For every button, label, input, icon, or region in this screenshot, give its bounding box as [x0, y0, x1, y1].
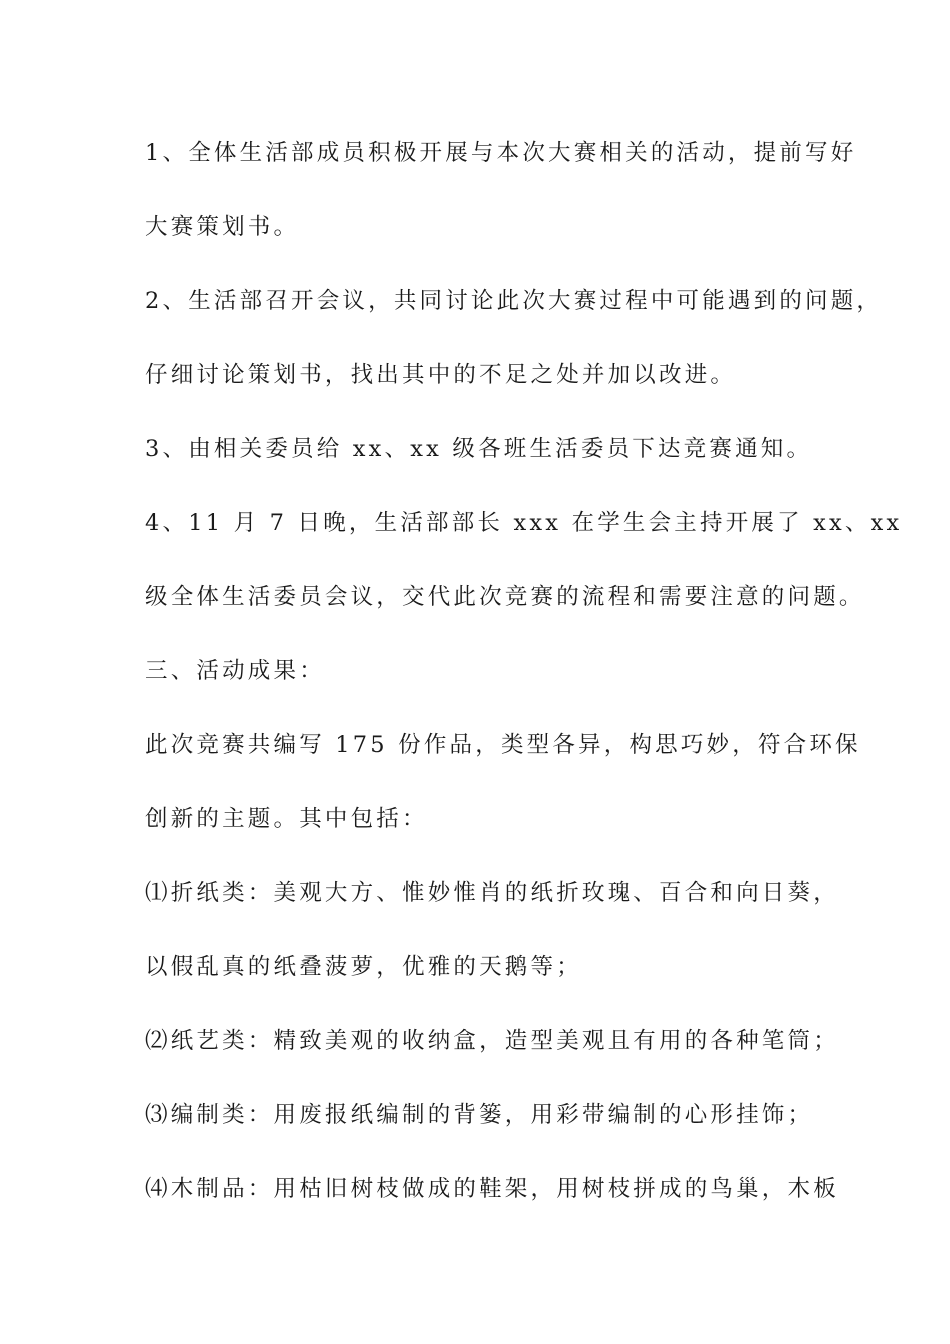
- item-4-line: ⑷木制品：用枯旧树枝做成的鞋架，用树枝拼成的鸟巢，木板: [145, 1176, 839, 1202]
- results-intro-line-2: 创新的主题。其中包括：: [145, 806, 428, 832]
- step-2-line-1: 2、生活部召开会议，共同讨论此次大赛过程中可能遇到的问题，: [145, 288, 883, 314]
- item-1-line-2: 以假乱真的纸叠菠萝，优雅的天鹅等；: [145, 954, 582, 980]
- item-3-line: ⑶编制类：用废报纸编制的背篓，用彩带编制的心形挂饰；: [145, 1102, 814, 1128]
- step-3-line: 3、由相关委员给 xx、xx 级各班生活委员下达竞赛通知。: [145, 436, 813, 462]
- item-1-line-1: ⑴折纸类：美观大方、惟妙惟肖的纸折玫瑰、百合和向日葵，: [145, 880, 839, 906]
- results-intro-line-1: 此次竞赛共编写 175 份作品，类型各异，构思巧妙，符合环保: [145, 732, 861, 758]
- step-4-line-2: 级全体生活委员会议，交代此次竞赛的流程和需要注意的问题。: [145, 584, 865, 610]
- step-1-line-2: 大赛策划书。: [145, 214, 300, 240]
- section-heading: 三、活动成果：: [145, 658, 325, 684]
- item-2-line: ⑵纸艺类：精致美观的收纳盒，造型美观且有用的各种笔筒；: [145, 1028, 839, 1054]
- step-4-line-1: 4、11 月 7 日晚，生活部部长 xxx 在学生会主持开展了 xx、xx: [145, 510, 903, 536]
- step-2-line-2: 仔细讨论策划书，找出其中的不足之处并加以改进。: [145, 362, 737, 388]
- step-1-line-1: 1、全体生活部成员积极开展与本次大赛相关的活动，提前写好: [145, 140, 857, 166]
